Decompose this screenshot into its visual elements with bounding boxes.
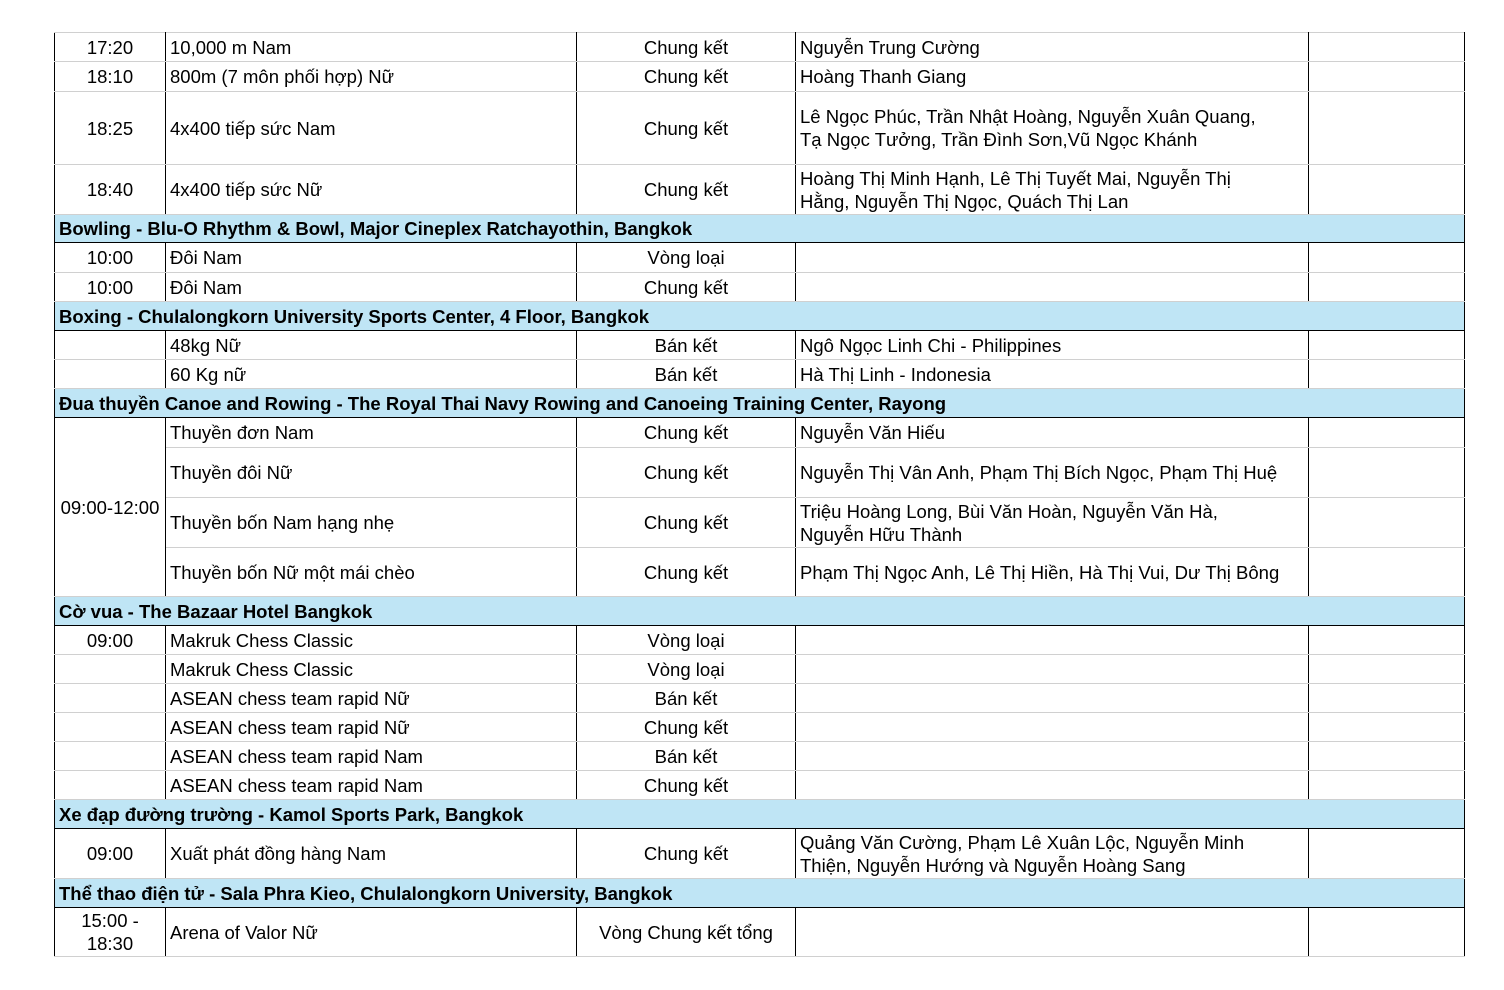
event-cell: Thuyền đôi Nữ	[166, 448, 577, 498]
event-cell: ASEAN chess team rapid Nam	[166, 771, 577, 800]
athletes-cell	[796, 908, 1309, 957]
round-cell: Chung kết	[577, 448, 796, 498]
empty-cell	[1309, 684, 1465, 713]
athletes-cell: Hoàng Thanh Giang	[796, 62, 1309, 92]
round-cell: Vòng loại	[577, 655, 796, 684]
table-row	[55, 908, 1465, 957]
empty-cell	[1309, 655, 1465, 684]
table-row	[55, 243, 1465, 273]
athletes-line: Hoàng Thị Minh Hạnh, Lê Thị Tuyết Mai, Nguyễn Thị	[800, 167, 1231, 189]
empty-cell	[1309, 33, 1465, 62]
table-row	[55, 498, 1465, 548]
empty-cell	[1309, 62, 1465, 92]
round-cell: Chung kết	[577, 548, 796, 597]
time-cell: 09:00	[55, 626, 166, 655]
athletes-cell: Phạm Thị Ngọc Anh, Lê Thị Hiền, Hà Thị Vui, Dư Thị Bông	[796, 548, 1309, 597]
round-cell: Bán kết	[577, 684, 796, 713]
table-row	[55, 829, 1465, 879]
round-cell: Chung kết	[577, 273, 796, 302]
event-cell: Xuất phát đồng hàng Nam	[166, 829, 577, 879]
time-cell: 17:20	[55, 33, 166, 62]
round-cell: Bán kết	[577, 742, 796, 771]
time-cell: 09:00	[55, 829, 166, 879]
round-cell: Vòng loại	[577, 243, 796, 273]
section-title: Cờ vua - The Bazaar Hotel Bangkok	[55, 597, 1465, 626]
empty-cell	[1309, 331, 1465, 360]
empty-cell	[1309, 498, 1465, 548]
round-cell: Chung kết	[577, 771, 796, 800]
round-cell: Bán kết	[577, 360, 796, 389]
event-cell: ASEAN chess team rapid Nữ	[166, 713, 577, 742]
table-row	[55, 92, 1465, 165]
table-row	[55, 418, 1465, 448]
athletes-cell: Ngô Ngọc Linh Chi - Philippines	[796, 331, 1309, 360]
athletes-cell	[796, 273, 1309, 302]
athletes-cell	[796, 771, 1309, 800]
section-title: Đua thuyền Canoe and Rowing - The Royal Thai Navy Rowing and Canoeing Training Center, Rayong	[55, 389, 1465, 418]
section-header	[55, 800, 1465, 829]
athletes-line: Tạ Ngọc Tưởng, Trần Đình Sơn,Vũ Ngọc Khánh	[800, 129, 1198, 150]
time-cell	[55, 684, 166, 713]
athletes-line: Thiện, Nguyễn Hướng và Nguyễn Hoàng Sang	[800, 854, 1186, 876]
time-cell: 10:00	[55, 243, 166, 273]
athletes-line: Triệu Hoàng Long, Bùi Văn Hoàn, Nguyễn Văn Hà,	[800, 500, 1218, 522]
event-cell: Đôi Nam	[166, 273, 577, 302]
athletes-cell	[796, 92, 1309, 165]
empty-cell	[1309, 273, 1465, 302]
empty-cell	[1309, 360, 1465, 389]
time-cell	[55, 908, 166, 957]
round-cell: Chung kết	[577, 165, 796, 215]
time-cell: 18:25	[55, 92, 166, 165]
event-cell: ASEAN chess team rapid Nam	[166, 742, 577, 771]
athletes-cell	[796, 742, 1309, 771]
table-row	[55, 33, 1465, 62]
athletes-cell: Nguyễn Thị Vân Anh, Phạm Thị Bích Ngọc, Phạm Thị Huệ	[796, 448, 1309, 498]
event-cell: 4x400 tiếp sức Nữ	[166, 165, 577, 215]
athletes-cell: Hà Thị Linh - Indonesia	[796, 360, 1309, 389]
athletes-cell	[796, 626, 1309, 655]
empty-cell	[1309, 548, 1465, 597]
athletes-cell	[796, 243, 1309, 273]
table-row	[55, 655, 1465, 684]
empty-cell	[1309, 908, 1465, 957]
event-cell: 10,000 m Nam	[166, 33, 577, 62]
event-cell: Đôi Nam	[166, 243, 577, 273]
event-cell: Makruk Chess Classic	[166, 655, 577, 684]
empty-cell	[1309, 418, 1465, 448]
time-cell: 10:00	[55, 273, 166, 302]
time-cell: 18:10	[55, 62, 166, 92]
table-row	[55, 771, 1465, 800]
section-title: Bowling - Blu-O Rhythm & Bowl, Major Cineplex Ratchayothin, Bangkok	[55, 215, 1465, 243]
section-header	[55, 879, 1465, 908]
table-row	[55, 331, 1465, 360]
round-cell: Chung kết	[577, 713, 796, 742]
empty-cell	[1309, 448, 1465, 498]
table-row	[55, 713, 1465, 742]
schedule-table	[54, 32, 1465, 957]
time-cell	[55, 742, 166, 771]
table-row	[55, 626, 1465, 655]
empty-cell	[1309, 829, 1465, 879]
event-cell: Thuyền bốn Nữ một mái chèo	[166, 548, 577, 597]
section-title: Boxing - Chulalongkorn University Sports Center, 4 Floor, Bangkok	[55, 302, 1465, 331]
time-line: 15:00 -	[81, 910, 139, 931]
athletes-cell	[796, 684, 1309, 713]
athletes-line: Hằng, Nguyễn Thị Ngọc, Quách Thị Lan	[800, 190, 1129, 212]
empty-cell	[1309, 771, 1465, 800]
time-cell	[55, 331, 166, 360]
event-cell: Arena of Valor Nữ	[166, 908, 577, 957]
table-row	[55, 360, 1465, 389]
section-header	[55, 215, 1465, 243]
event-cell: 800m (7 môn phối hợp) Nữ	[166, 62, 577, 92]
athletes-line: Nguyễn Hữu Thành	[800, 523, 963, 545]
event-cell: ASEAN chess team rapid Nữ	[166, 684, 577, 713]
table-row	[55, 165, 1465, 215]
table-row	[55, 548, 1465, 597]
empty-cell	[1309, 713, 1465, 742]
table-row	[55, 62, 1465, 92]
event-cell: Thuyền đơn Nam	[166, 418, 577, 448]
table-row	[55, 273, 1465, 302]
table-row	[55, 684, 1465, 713]
section-header	[55, 302, 1465, 331]
table-row	[55, 448, 1465, 498]
empty-cell	[1309, 742, 1465, 771]
event-cell: 4x400 tiếp sức Nam	[166, 92, 577, 165]
round-cell: Chung kết	[577, 418, 796, 448]
round-cell: Vòng Chung kết tổng	[577, 908, 796, 957]
section-title: Thể thao điện tử - Sala Phra Kieo, Chulalongkorn University, Bangkok	[55, 879, 1465, 908]
event-cell: Thuyền bốn Nam hạng nhẹ	[166, 498, 577, 548]
time-cell	[55, 655, 166, 684]
event-cell: 48kg Nữ	[166, 331, 577, 360]
athletes-cell	[796, 498, 1309, 548]
empty-cell	[1309, 165, 1465, 215]
athletes-line: Lê Ngọc Phúc, Trần Nhật Hoàng, Nguyễn Xuân Quang,	[800, 106, 1256, 127]
empty-cell	[1309, 92, 1465, 165]
round-cell: Bán kết	[577, 331, 796, 360]
time-line: 18:30	[86, 933, 134, 954]
athletes-cell	[796, 165, 1309, 215]
round-cell: Chung kết	[577, 33, 796, 62]
round-cell: Chung kết	[577, 829, 796, 879]
athletes-cell	[796, 713, 1309, 742]
round-cell: Chung kết	[577, 62, 796, 92]
round-cell: Chung kết	[577, 498, 796, 548]
round-cell: Vòng loại	[577, 626, 796, 655]
time-cell	[55, 713, 166, 742]
round-cell: Chung kết	[577, 92, 796, 165]
table-row	[55, 742, 1465, 771]
athletes-line: Quảng Văn Cường, Phạm Lê Xuân Lộc, Nguyễn Minh	[800, 831, 1245, 853]
empty-cell	[1309, 243, 1465, 273]
time-cell	[55, 360, 166, 389]
section-title: Xe đạp đường trường - Kamol Sports Park, Bangkok	[55, 800, 1465, 829]
empty-cell	[1309, 626, 1465, 655]
event-cell: Makruk Chess Classic	[166, 626, 577, 655]
section-header	[55, 597, 1465, 626]
time-cell: 18:40	[55, 165, 166, 215]
time-cell	[55, 771, 166, 800]
event-cell: 60 Kg nữ	[166, 360, 577, 389]
athletes-cell	[796, 655, 1309, 684]
time-cell: 09:00-12:00	[55, 418, 166, 597]
athletes-cell	[796, 829, 1309, 879]
section-header	[55, 389, 1465, 418]
athletes-cell: Nguyễn Trung Cường	[796, 33, 1309, 62]
athletes-cell: Nguyễn Văn Hiếu	[796, 418, 1309, 448]
